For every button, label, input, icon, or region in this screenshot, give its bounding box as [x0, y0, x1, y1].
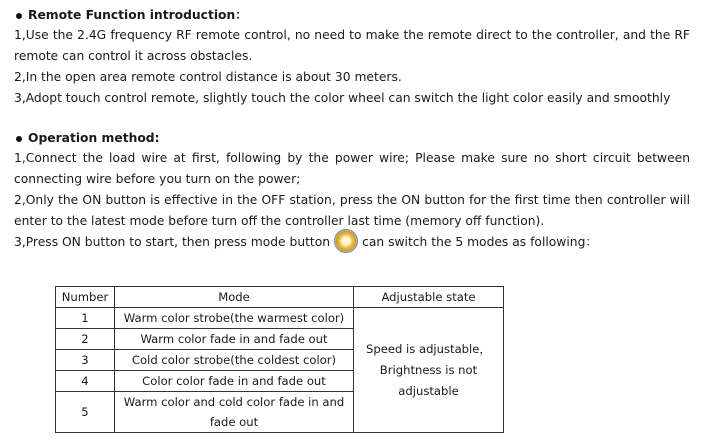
row-number: 1: [56, 308, 115, 329]
adjustable-state-cell: Speed is adjustable， Brightness is not adjustable: [354, 308, 504, 433]
row-mode: Warm color strobe(the warmest color): [115, 308, 354, 329]
document-page: [14, 6, 690, 253]
remote-p2: 2,In the open area remote control distance is about 30 meters.: [14, 70, 402, 84]
row-number: 3: [56, 350, 115, 371]
operation-p1-line2: connecting wire before you turn on the power;: [14, 172, 301, 186]
header-number: Number: [56, 287, 115, 308]
remote-p1-line1: 1,Use the 2.4G frequency RF remote control, no need to make the remote direct to the controller, and the RF: [14, 28, 690, 42]
header-adjustable-state: Adjustable state: [354, 287, 504, 308]
remote-p1-line2: remote can control it across obstacles.: [14, 49, 253, 63]
table-header-row: [56, 287, 504, 308]
row-mode: Warm color fade in and fade out: [115, 329, 354, 350]
operation-p2-line2: enter to the latest mode before turn off the controller last time (memory off function).: [14, 214, 545, 228]
operation-p2-line1: 2,Only the ON button is effective in the OFF station, press the ON button for the first time then controller will: [14, 193, 690, 207]
row-number: 2: [56, 329, 115, 350]
operation-method-heading: Operation method:: [14, 129, 690, 148]
row-mode: Warm color and cold color fade in and fade out: [115, 392, 354, 433]
header-mode: Mode: [115, 287, 354, 308]
row-mode: Color color fade in and fade out: [115, 371, 354, 392]
remote-function-heading: Remote Function introduction：: [14, 6, 690, 25]
mode-table: [55, 286, 504, 433]
table-row: [56, 308, 504, 329]
operation-p1-line1: 1,Connect the load wire at first, following by the power wire; Please make sure no short circuit between: [14, 151, 690, 165]
mode-button-icon: [334, 229, 358, 253]
bullet-icon: [16, 136, 22, 142]
row-mode: Cold color strobe(the coldest color): [115, 350, 354, 371]
row-number: 5: [56, 392, 115, 433]
remote-p3: 3,Adopt touch control remote, slightly touch the color wheel can switch the light color easily and smoothly: [14, 91, 671, 105]
bullet-icon: [16, 13, 22, 19]
row-number: 4: [56, 371, 115, 392]
operation-p3: 3,Press ON button to start, then press mode button can switch the 5 modes as following：: [14, 232, 690, 253]
